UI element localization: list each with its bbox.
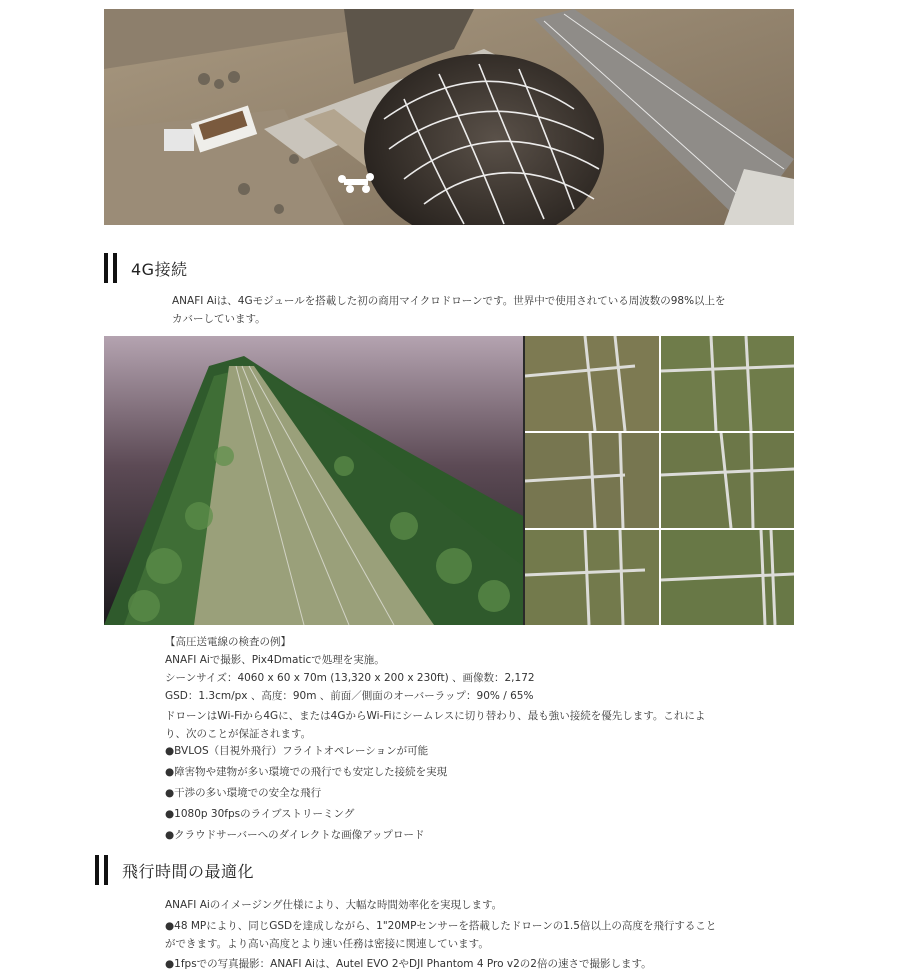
- caption-line: ANAFI Aiで撮影、Pix4Dmaticで処理を実施。: [165, 654, 385, 666]
- list-item: ●48 MPにより、同じGSDを達成しながら、1"20MPセンサーを搭載したドローンの1.5倍以上の高度を飛行することができます。より高い高度とより速い任務は密接に関連しています。: [165, 920, 717, 950]
- list-item: ●1fpsでの写真撮影：ANAFI Aiは、Autel EVO 2やDJI Phantom 4 Pro v2の2倍の速さで撮影します。: [165, 958, 652, 970]
- list-item: ●クラウドサーバーへのダイレクトな画像アップロード: [165, 829, 425, 841]
- hero-image-quarry: [104, 9, 794, 225]
- heading-bars-icon: [95, 855, 108, 885]
- list-item: ●干渉の多い環境での安全な飛行: [165, 787, 322, 799]
- list-item: ●障害物や建物が多い環境での飛行でも安定した接続を実現: [165, 766, 448, 778]
- inspection-image-mosaic: [104, 336, 794, 625]
- section-title: 4G接続: [131, 259, 188, 279]
- connectivity-bullet-list: [165, 742, 725, 844]
- flight-time-intro: ANAFI Aiのイメージング仕様により、大幅な時間効率化を実現します。: [165, 899, 503, 911]
- caption-line: GSD：1.3cm/px 、高度：90m 、前面／側面のオーバーラップ：90% / 65%: [165, 690, 534, 702]
- caption-heading: 【高圧送電線の検査の例】: [165, 636, 291, 648]
- point-cloud-illustration: [104, 336, 523, 625]
- image-caption: [165, 633, 725, 705]
- caption-line: シーンサイズ：4060 x 60 x 70m (13,320 x 200 x 230ft) 、画像数：2,172: [165, 672, 535, 684]
- heading-bars-icon: [104, 253, 117, 283]
- list-item: ●BVLOS（目視外飛行）フライトオペレーションが可能: [165, 745, 429, 757]
- tower-thumbnail: [661, 530, 795, 625]
- tower-thumbnail: [525, 433, 659, 528]
- point-cloud-image: [104, 336, 523, 625]
- section-header-4g: [104, 253, 188, 283]
- tower-thumbnail: [525, 530, 659, 625]
- connectivity-paragraph: ドローンはWi-Fiから4Gに、または4GからWi-Fiにシームレスに切り替わり、最も強い接続を優先します。これにより、次のことが保証されます。: [165, 710, 706, 740]
- section-header-flight-time: [95, 855, 254, 885]
- section-title: 飛行時間の最適化: [122, 861, 255, 881]
- tower-detail-thumbnails: [525, 336, 794, 625]
- intro-paragraph: ANAFI Aiは、4Gモジュールを搭載した初の商用マイクロドローンです。世界中で使用されている周波数の98%以上をカバーしています。: [172, 295, 726, 325]
- quarry-illustration: [104, 9, 794, 225]
- tower-thumbnail: [661, 336, 795, 431]
- list-item: ●1080p 30fpsのライブストリーミング: [165, 808, 355, 820]
- tower-thumbnail: [661, 433, 795, 528]
- tower-thumbnail: [525, 336, 659, 431]
